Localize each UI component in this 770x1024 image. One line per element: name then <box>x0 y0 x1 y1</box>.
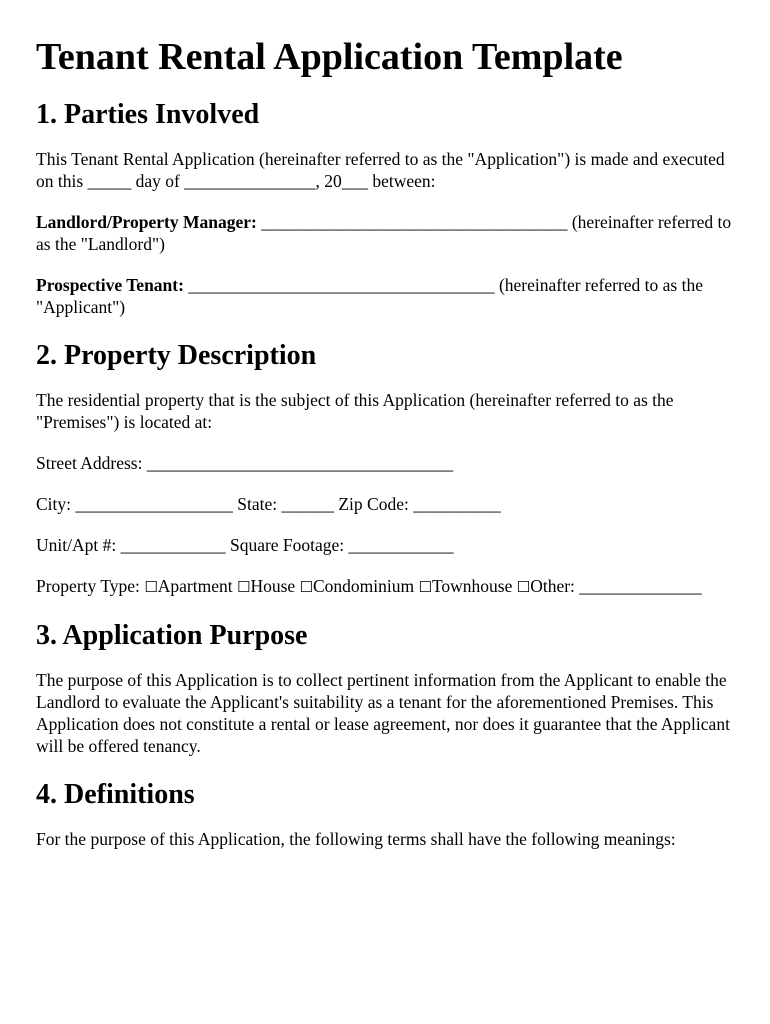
tenant-blank: ___________________________________ (hereinafter referred to as the "Applicant") <box>36 275 703 317</box>
section-heading-definitions: 4. Definitions <box>36 779 195 810</box>
option-house: House <box>250 576 296 596</box>
checkbox-condominium-icon[interactable]: ☐ <box>299 578 313 596</box>
section-heading-property: 2. Property Description <box>36 340 317 371</box>
section-heading-parties: 1. Parties Involved <box>36 99 260 130</box>
tenant-label: Prospective Tenant: <box>36 275 184 295</box>
checkbox-apartment-icon[interactable]: ☐ <box>144 578 158 596</box>
option-townhouse: Townhouse <box>431 576 513 596</box>
checkbox-other-icon[interactable]: ☐ <box>516 578 531 596</box>
other-blank: ______________ <box>579 576 702 596</box>
document-title: Tenant Rental Application Template <box>36 36 623 78</box>
document-page <box>36 34 736 869</box>
street-address-line: Street Address: ___________________________________ <box>36 453 454 473</box>
unit-footage-line: Unit/Apt #: ____________ Square Footage: ____________ <box>36 535 454 555</box>
city-state-zip-line: City: __________________ State: ______ Zip Code: __________ <box>36 494 501 514</box>
property-type-label: Property Type: <box>36 576 140 596</box>
landlord-blank: ___________________________________ (hereinafter referred to as the "Landlord") <box>36 212 732 254</box>
section-heading-purpose: 3. Application Purpose <box>36 620 308 651</box>
purpose-body: The purpose of this Application is to collect pertinent information from the Applicant to enable the Landlord to evaluate the Applicant's suitability as a tenant for the aforementioned Premises. This Application does not constitute a rental or lease agreement, nor does it guarantee that the Applicant will be offered tenancy. <box>36 670 730 756</box>
checkbox-townhouse-icon[interactable]: ☐ <box>418 578 432 596</box>
property-intro: The residential property that is the subject of this Application (hereinafter referred to as the "Premises") is located at: <box>36 390 674 432</box>
landlord-line <box>36 211 736 255</box>
option-other: Other: <box>530 576 575 596</box>
parties-intro: This Tenant Rental Application (hereinafter referred to as the "Application") is made and executed on this _____ day of _______________, 20___ between: <box>36 149 725 191</box>
option-condominium: Condominium <box>312 576 415 596</box>
property-type-line <box>36 575 736 598</box>
checkbox-house-icon[interactable]: ☐ <box>236 578 251 596</box>
tenant-line <box>36 274 736 318</box>
landlord-label: Landlord/Property Manager: <box>36 212 257 232</box>
definitions-body: For the purpose of this Application, the following terms shall have the following meanings: <box>36 829 676 849</box>
option-apartment: Apartment <box>157 576 233 596</box>
